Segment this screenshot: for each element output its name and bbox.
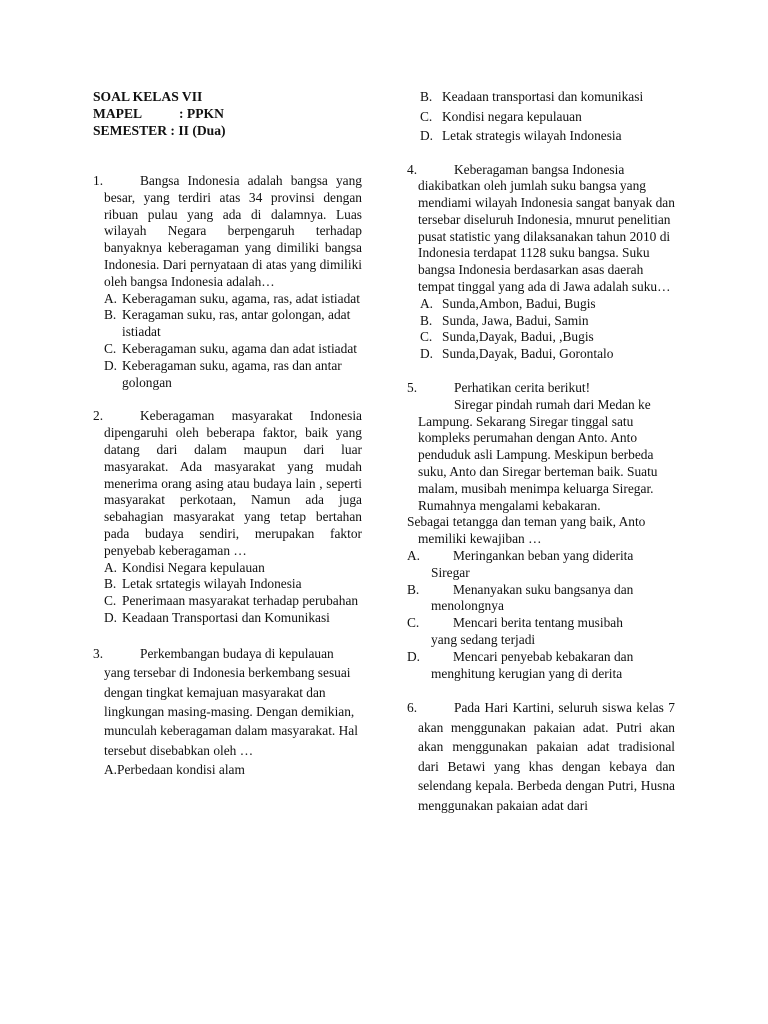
option-b[interactable]: B. Letak srtategis wilayah Indonesia xyxy=(104,576,302,592)
question-number: 6. xyxy=(407,700,418,716)
option-a[interactable]: A. Kondisi Negara kepulauan xyxy=(104,559,265,575)
subject-line xyxy=(93,105,362,122)
options-list xyxy=(93,291,362,392)
options-list xyxy=(407,296,675,363)
subject-label: MAPEL xyxy=(93,106,143,121)
class-heading: SOAL KELAS VII xyxy=(93,89,203,104)
question-stem: Keberagaman bangsa Indonesia diakibatkan oleh jumlah suku bangsa yang mendiami wilayah Indonesia sangat banyak dan tersebar diseluruh Indonesia, mnurut penelitian pusat statistic yang dilaksanakan tahun 2010 di Indonesia terdapat 1128 suku bangsa. Suku bangsa Indonesia berdasarkan asas daerah tempat tinggal yang ada di Jawa adalah suku… xyxy=(418,161,675,295)
option-d[interactable]: D. Keberagaman suku, agama, ras dan antar golongan xyxy=(104,357,342,390)
story-text: Siregar pindah rumah dari Medan ke Lampung. Sekarang Siregar tinggal satu kompleks perumahan dengan Anto. Anto penduduk asli Lampung. Meskipun berbeda suku, Anto dan Siregar berteman baik. Suatu malam, musibah menimpa keluarga Siregar. Rumahnya mengalami kebakaran. xyxy=(418,396,658,513)
question-number: 5. xyxy=(407,380,418,396)
option-b[interactable]: B. Sunda, Jawa, Badui, Samin xyxy=(420,312,589,328)
question-6 xyxy=(407,698,675,815)
question-number: 3. xyxy=(93,645,104,661)
question-intro: Perhatikan cerita berikut! xyxy=(454,380,591,396)
question-stem: Keberagaman masyarakat Indonesia dipengaruhi oleh beberapa faktor, baik yang datang dari dalam maupun dari luar masyarakat. Ada masyarakat yang mudah menerima orang asing atau budaya lain , seperti masyarakat perkotaan, Namun ada juga sebahagian masyarakat yang tetap bertahan pada budaya sendiri, merupakan faktor penyebab keberagaman … xyxy=(104,408,362,558)
option-d[interactable]: D. Sunda,Dayak, Badui, Gorontalo xyxy=(420,346,614,362)
right-column xyxy=(407,87,675,815)
option-c[interactable]: C. Mencari berita tentang musibah yang sedang terjadi xyxy=(407,615,623,648)
question-stem: Pada Hari Kartini, seluruh siswa kelas 7 akan menggunakan pakaian adat. Putri akan akan menggunakan pakaian adat tradisional dari Betawi yang khas dengan kebaya dan selendang kepala. Berbeda dengan Putri, Husna menggunakan pakaian adat dari xyxy=(418,700,675,813)
question-2 xyxy=(93,408,362,626)
question-3-options-continued xyxy=(407,87,675,146)
question-text: Sebagai tetangga dan teman yang baik, Anto memiliki kewajiban … xyxy=(407,514,646,547)
question-1 xyxy=(93,173,362,391)
subject-value: : PPKN xyxy=(179,106,224,121)
question-3 xyxy=(93,644,362,780)
options-list xyxy=(93,560,362,627)
option-a[interactable]: A. Sunda,Ambon, Badui, Bugis xyxy=(420,295,596,311)
options-list xyxy=(93,760,362,779)
option-c[interactable]: C. Sunda,Dayak, Badui, ,Bugis xyxy=(420,329,594,345)
question-number: 2. xyxy=(93,408,104,424)
option-a[interactable]: A. Meringankan beban yang diderita Siregar xyxy=(407,548,634,580)
left-column xyxy=(93,88,362,780)
question-stem: Perkembangan budaya di kepulauan yang tersebar di Indonesia berkembang sesuai dengan tingkat kemajuan masyarakat dan lingkungan masing-masing. Dengan demikian, munculah keberagaman dalam masyarakat. Hal tersebut disebabkan oleh … xyxy=(104,645,358,758)
option-d[interactable]: D. Mencari penyebab kebakaran dan menghitung kerugian yang di derita xyxy=(407,648,634,681)
question-number: 4. xyxy=(407,161,418,177)
semester-line: SEMESTER : II (Dua) xyxy=(93,123,226,138)
question-stem: Bangsa Indonesia adalah bangsa yang besar, yang terdiri atas 34 provinsi dengan ribuan pulau yang ada di dalamnya. Luas wilayah Negara berpengaruh terhadap banyaknya keberagaman yang dimiliki bangsa Indonesia. Dari pernyataan di atas yang dimiliki oleh bangsa Indonesia adalah… xyxy=(104,173,362,289)
option-b[interactable]: B. Keragaman suku, ras, antar golongan, adat istiadat xyxy=(104,307,351,340)
document-header xyxy=(93,88,362,139)
option-c[interactable]: C. Penerimaan masyarakat terhadap perubahan xyxy=(104,593,359,609)
options-list xyxy=(407,548,675,682)
question-4 xyxy=(407,162,675,364)
option-d[interactable]: D. Letak strategis wilayah Indonesia xyxy=(420,128,622,143)
question-5 xyxy=(407,380,675,682)
option-b[interactable]: B. Menanyakan suku bangsanya dan menolongnya xyxy=(407,581,634,614)
option-a[interactable]: A. Keberagaman suku, agama, ras, adat istiadat xyxy=(104,290,360,306)
option-c[interactable]: C. Keberagaman suku, agama dan adat istiadat xyxy=(104,340,357,356)
option-b[interactable]: B. Keadaan transportasi dan komunikasi xyxy=(420,89,644,104)
option-d[interactable]: D. Keadaan Transportasi dan Komunikasi xyxy=(104,609,330,625)
question-number: 1. xyxy=(93,173,104,188)
option-c[interactable]: C. Kondisi negara kepulauan xyxy=(420,108,582,124)
option-a[interactable]: A. Perbedaan kondisi alam xyxy=(104,762,245,778)
